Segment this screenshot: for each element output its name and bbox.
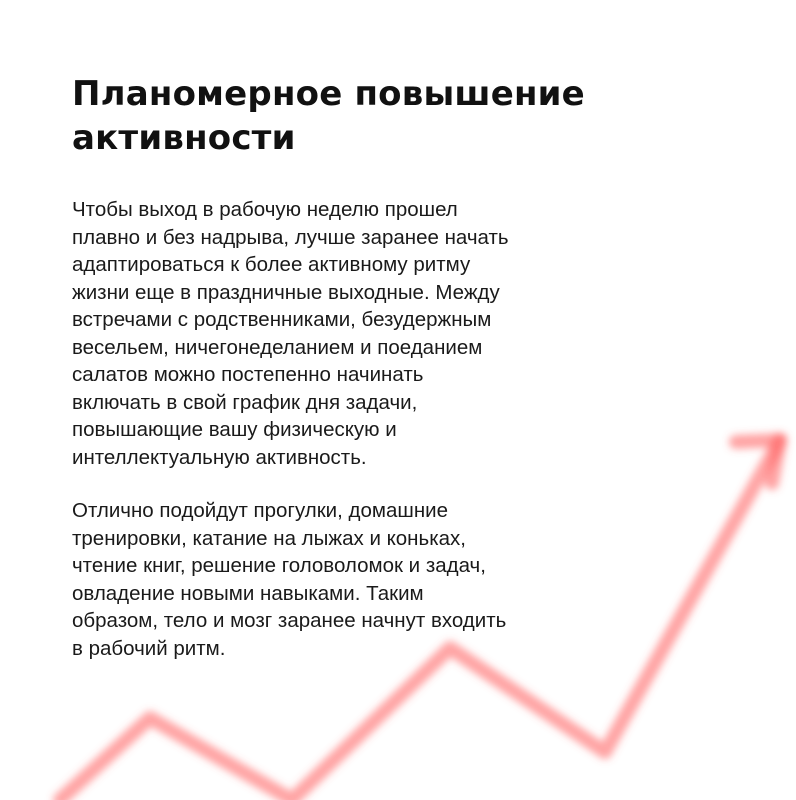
paragraph-line: Отлично подойдут прогулки, домашние [72,499,448,522]
article-title [72,72,632,160]
paragraph-line: овладение новыми навыками. Таким [72,581,424,605]
paragraph-line: весельем, ничегонеделанием и поеданием [72,335,483,359]
paragraph-line: Чтобы выход в рабочую неделю прошел [72,198,458,221]
article [72,72,632,662]
paragraph-line: включать в свой график дня задачи, [72,390,418,414]
paragraph-line: встречами с родственниками, безудержным [72,308,492,331]
paragraph-line: повышающие вашу физическую и [72,418,397,441]
paragraph-line: образом, тело и мозг заранее начнут входить [72,609,507,632]
paragraph-line: жизни еще в праздничные выходные. Между [72,280,500,304]
paragraph-line: в рабочий ритм. [72,636,226,660]
article-paragraph-1 [72,196,632,471]
paragraph-line: интеллектуальную активность. [72,445,367,469]
paragraph-line: тренировки, катание на лыжах и коньках, [72,526,466,550]
paragraph-line: чтение книг, решение головоломок и задач, [72,554,486,577]
article-title-line-1: Планомерное повышение [72,74,585,114]
paragraph-line: адаптироваться к более активному ритму [72,253,471,276]
paragraph-line: салатов можно постепенно начинать [72,363,424,386]
paragraph-line: плавно и без надрыва, лучше заранее начать [72,225,509,249]
article-paragraph-2 [72,497,632,662]
article-title-line-2: активности [72,118,296,158]
